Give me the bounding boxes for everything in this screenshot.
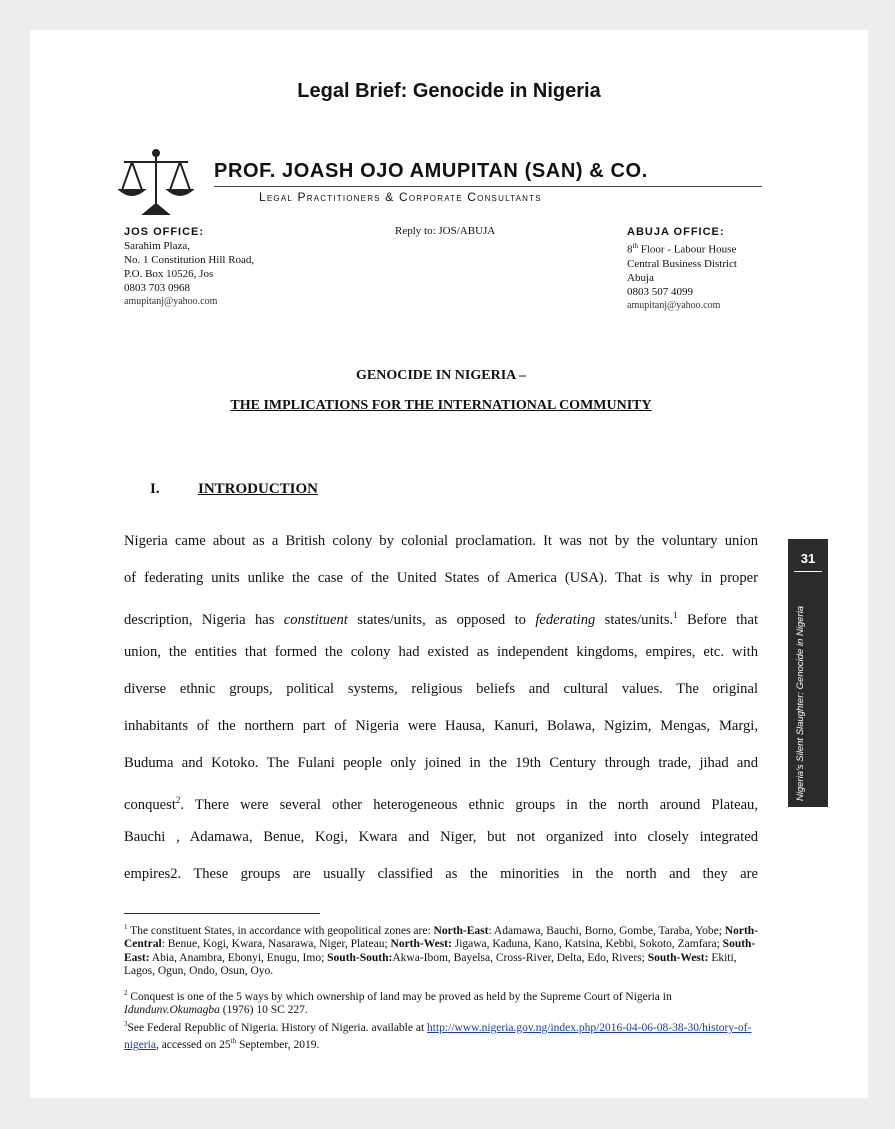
firm-subtitle: Legal Practitioners & Corporate Consultants <box>259 190 542 204</box>
book-title: Nigeria's Silent Slaughter: Genocide in Nigeria <box>795 605 806 801</box>
footnote-text: : Benue, Kogi, Kwara, Nasarawa, Niger, Plateau; <box>161 938 391 951</box>
body-line <box>124 786 758 823</box>
body-line: of federating units unlike the case of the United States of America (USA). That is why in proper <box>124 570 758 586</box>
body-line: Buduma and Kotoko. The Fulani people only joined in the 19th Century through trade, jihad and <box>124 755 758 771</box>
footnote-2 <box>124 987 758 1018</box>
main-heading: GENOCIDE IN NIGERIA – <box>356 368 526 383</box>
history-of-nigeria-link[interactable]: http://www.nigeria.gov.ng/index.php/2016-04-06-08-38-30/history-of-nigeria <box>124 1021 752 1052</box>
text-run: Before that <box>677 611 758 628</box>
jos-address-line: P.O. Box 10526, Jos <box>124 268 214 280</box>
body-line <box>124 601 758 638</box>
footnote-text: September, 2019. <box>236 1039 320 1052</box>
zone-label: North-Central <box>124 924 758 951</box>
footnote-text: See Federal Republic of Nigeria. History of Nigeria. available at <box>127 1021 428 1034</box>
footnote-1 <box>124 921 758 979</box>
footnote-text: Conquest is one of the 5 ways by which ownership of land may be proved as held by the Supreme Court of Nigeria in <box>127 990 672 1003</box>
footnote-3 <box>124 1018 758 1053</box>
floor-rest: Floor - Labour House <box>637 243 737 256</box>
page-number: 31 <box>800 551 816 566</box>
zone-label: South-East: <box>124 938 756 964</box>
reply-to: Reply to: JOS/ABUJA <box>395 225 496 237</box>
body-paragraph <box>124 527 758 897</box>
text-run: states/units. <box>595 611 674 628</box>
footnote-text: Abia, Anambra, Ebonyi, Enugu, Imo; <box>149 951 328 964</box>
body-line: union, the entities that formed the colony had existed as independent kingdoms, empires, etc. with <box>124 644 758 660</box>
jos-address-line: Sarahim Plaza, <box>124 240 190 252</box>
text-run: states/units, as opposed to <box>347 611 536 628</box>
abuja-address-line: Central Business District <box>627 257 737 270</box>
jos-email: amupitanj@yahoo.com <box>124 296 218 307</box>
document-page <box>30 30 868 1098</box>
body-line: Bauchi , Adamawa, Benue, Kogi, Kwara and Niger, but not organized into closely integrated <box>124 829 758 845</box>
floor-number: 8 <box>627 243 633 256</box>
body-line: empires2. These groups are usually classified as the minorities in the north and they are <box>124 866 758 882</box>
sub-heading: THE IMPLICATIONS FOR THE INTERNATIONAL COMMUNITY <box>230 398 652 413</box>
footnote-text: Ekiti, Lagos, Ogun, Ondo, Osun, Oyo. <box>124 951 737 978</box>
section-number: I. <box>150 481 160 497</box>
case-name: Idundunv.Okumagba <box>124 1004 220 1017</box>
zone-label: South-West: <box>647 951 709 964</box>
footnote-text: (1976) 10 SC 227. <box>219 1004 308 1017</box>
footnote-mark: 1 <box>124 923 128 931</box>
zone-label: North-West: <box>390 938 452 951</box>
footnote-mark: 2 <box>124 989 128 997</box>
text-run: . There were several other heterogeneous ethnic groups in the north around Plateau, <box>180 796 758 813</box>
footnote-ref: 2 <box>175 795 181 805</box>
zone-label: South-South: <box>327 951 393 964</box>
footnote-text: Jigawa, Kaduna, Kano, Katsina, Kebbi, Sokoto, Zamfara; <box>451 938 723 951</box>
firm-name: PROF. JOASH OJO AMUPITAN (SAN) & CO. <box>214 160 648 182</box>
italic-run: federating <box>535 611 596 628</box>
jos-address-line: No. 1 Constitution Hill Road, <box>124 254 255 266</box>
scales-of-justice-icon <box>118 148 194 218</box>
footnote-text: : Adamawa, Bauchi, Borno, Gombe, Taraba, Yobe; <box>488 924 725 937</box>
footnote-mark: 3 <box>124 1020 128 1028</box>
floor-suffix: th <box>632 242 638 250</box>
abuja-address-floor <box>627 239 737 257</box>
text-run: description, Nigeria has <box>124 611 284 628</box>
footnote-text: Akwa-Ibom, Bayelsa, Cross-River, Delta, Edo, Rivers; <box>392 951 648 964</box>
footnote-text: The constituent States, in accordance with geopolitical zones are: <box>127 924 434 937</box>
text-run: conquest <box>124 796 176 813</box>
footnote-ref: 1 <box>673 610 678 620</box>
document-title: Legal Brief: Genocide in Nigeria <box>297 80 601 102</box>
jos-office-block <box>124 225 254 309</box>
firm-divider <box>214 186 762 187</box>
date-suffix: th <box>230 1037 237 1046</box>
body-line: diverse ethnic groups, political systems, religious beliefs and cultural values. The original <box>124 681 758 697</box>
abuja-office-heading: ABUJA OFFICE: <box>627 226 725 238</box>
footnote-text: , accessed on 25 <box>155 1039 231 1052</box>
jos-phone: 0803 703 0968 <box>124 282 190 294</box>
footnote-divider <box>124 913 320 914</box>
chapter-sidebar <box>788 539 828 807</box>
sidebar-divider <box>794 571 822 572</box>
abuja-email: amupitanj@yahoo.com <box>627 299 721 311</box>
jos-office-heading: JOS OFFICE: <box>124 226 205 238</box>
abuja-phone: 0803 507 4099 <box>627 285 693 298</box>
section-title: INTRODUCTION <box>198 481 319 497</box>
body-line: inhabitants of the northern part of Nigeria were Hausa, Kanuri, Bolawa, Ngizim, Mengas, Margi, <box>124 718 758 734</box>
abuja-address-line: Abuja <box>627 271 654 284</box>
zone-label: North-East <box>433 924 489 937</box>
body-line: Nigeria came about as a British colony by colonial proclamation. It was not by the voluntary union <box>124 533 758 549</box>
italic-run: constituent <box>283 611 348 628</box>
abuja-office-block <box>627 225 737 313</box>
